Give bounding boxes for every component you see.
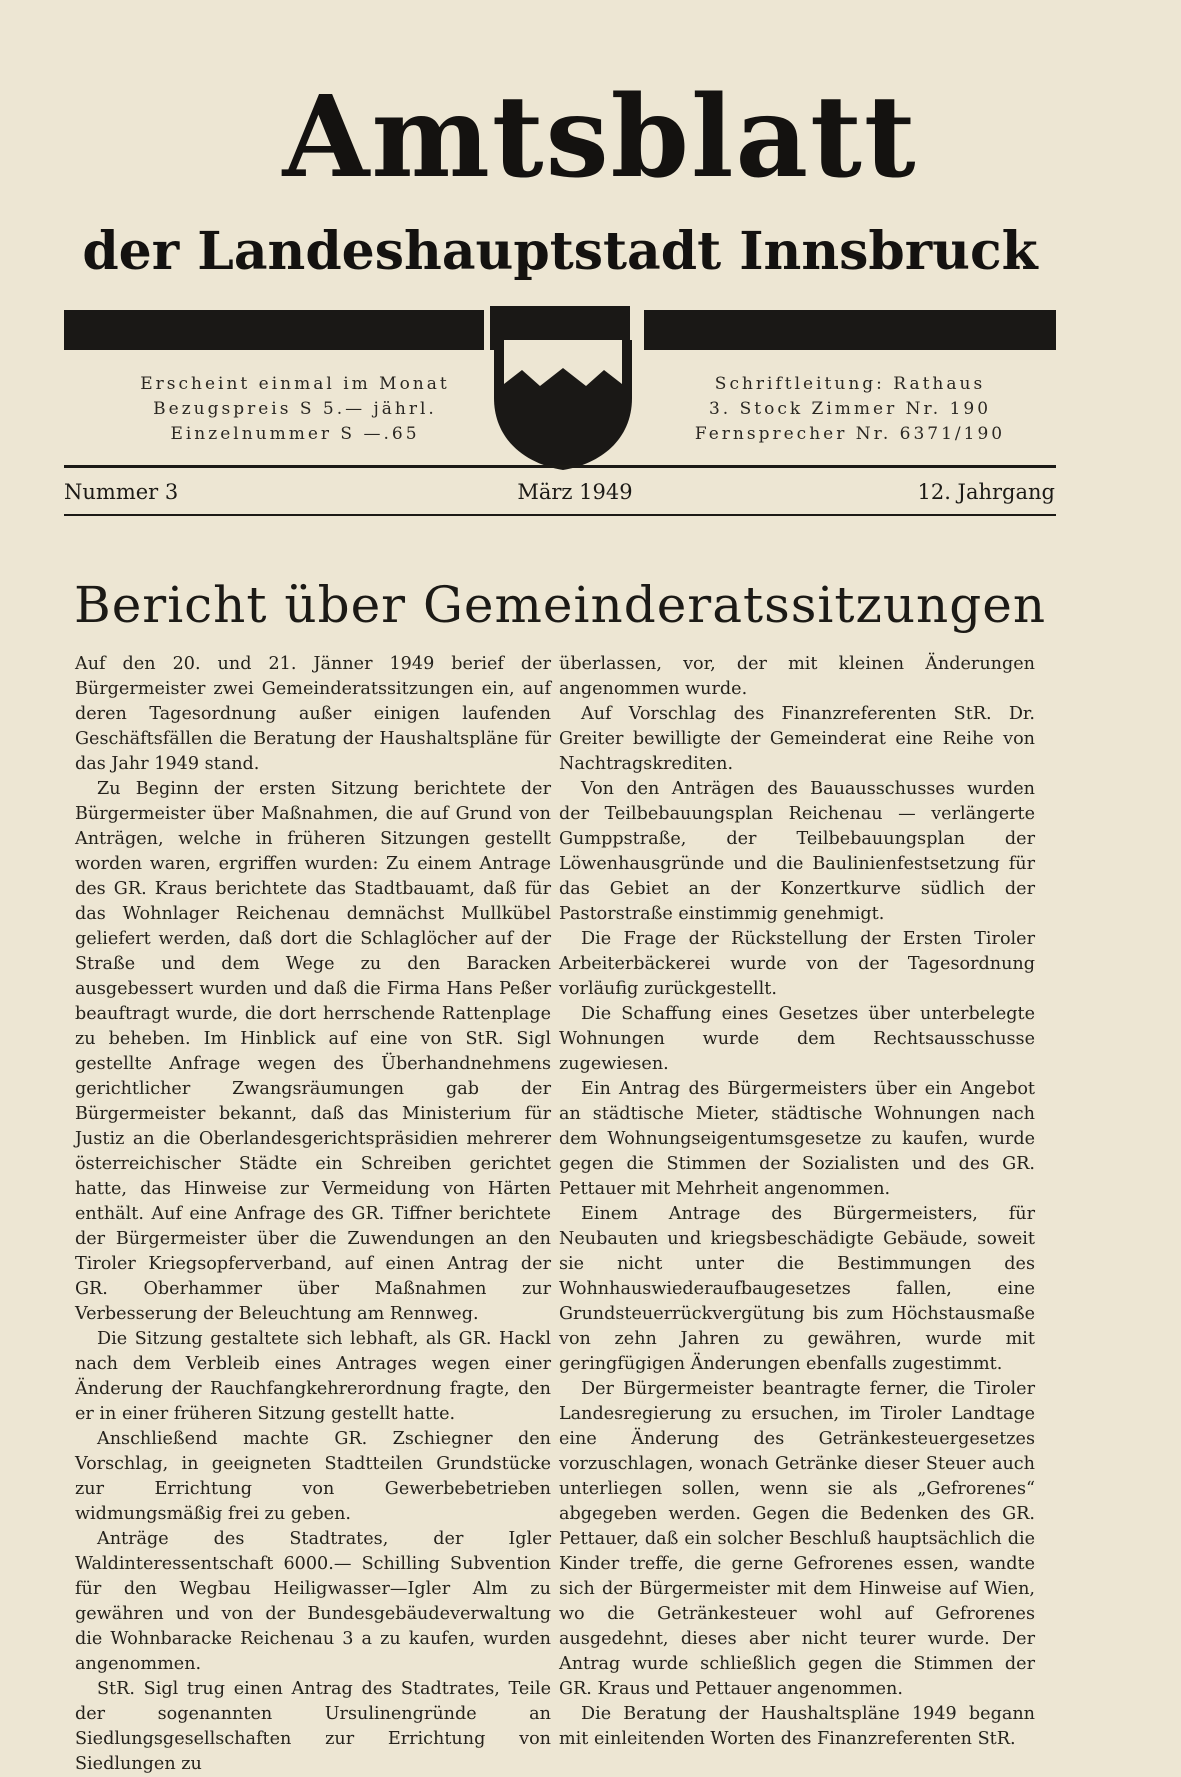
paragraph: Ein Antrag des Bürgermeisters über ein Angebot an städtische Mieter, städtische Wohnungen nach dem Wohnungseigentumsgesetze zu kaufen, wurde gegen die Stimmen der Sozialisten und des GR. Pettauer mit Mehrheit angenommen.: [559, 1079, 1035, 1199]
paragraph: überlassen, vor, der mit kleinen Änderungen angenommen wurde.: [559, 654, 1035, 699]
issue-volume: 12. Jahrgang: [917, 480, 1055, 504]
divider-bottom: [64, 514, 1056, 516]
subscription-info: [130, 372, 460, 447]
info-line: Erscheint einmal im Monat: [140, 374, 450, 394]
paragraph: StR. Sigl trug einen Antrag des Stadtrates, Teile der sogenannten Ursulinengründe an Siedlungsgesellschaften zur Errichtung von Siedlungen zu: [75, 1679, 551, 1774]
paragraph: Auf den 20. und 21. Jänner 1949 berief der Bürgermeister zwei Gemeinderatssitzungen ein, auf deren Tagesordnung außer einigen laufenden Geschäftsfällen die Beratung der Haushaltspläne für das Jahr 1949 stand.: [75, 654, 551, 774]
paragraph: Die Frage der Rückstellung der Ersten Tiroler Arbeiterbäckerei wurde von der Tagesordnung vorläufig zurückgestellt.: [559, 929, 1035, 999]
issue-date: März 1949: [517, 480, 633, 504]
masthead-subtitle: der Landeshauptstadt Innsbruck: [82, 221, 1038, 282]
paragraph: Einem Antrage des Bürgermeisters, für Neubauten und kriegsbeschädigte Gebäude, soweit sie nicht unter die Bestimmungen des Wohnhauswiederaufbaugesetzes fallen, eine Grundsteuerrückvergütung bis zum Höchstausmaße von zehn Jahren zu gewähren, wurde mit geringfügigen Änderungen ebenfalls zugestimmt.: [559, 1204, 1035, 1374]
paragraph: Zu Beginn der ersten Sitzung berichtete der Bürgermeister über Maßnahmen, die auf Grund von Anträgen, welche in früheren Sitzungen gestellt worden waren, ergriffen wurden: Zu einem Antrage des GR. Kraus berichtete das Stadtbauamt, daß für das Wohnlager Reichenau demnächst Mullkübel geliefert werden, daß dort die Schlaglöcher auf der Straße und dem Wege zu den Baracken ausgebessert wurden und daß die Firma Hans Peßer beauftragt wurde, die dort herrschende Rattenplage zu beheben. Im Hinblick auf eine von StR. Sigl gestellte Anfrage wegen des Überhandnehmens gerichtlicher Zwangsräumungen gab der Bürgermeister bekannt, daß das Ministerium für Justiz an die Oberlandesgerichtspräsidien mehrerer österreichischer Städte ein Schreiben gerichtet hatte, das Hinweise zur Vermeidung von Härten enthält. Auf eine Anfrage des GR. Tiffner berichtete der Bürgermeister über die Zuwendungen an den Tiroler Kriegsopferverband, auf einen Antrag der GR. Oberhammer über Maßnahmen zur Verbesserung der Beleuchtung am Rennweg.: [75, 779, 551, 1324]
info-line: Schriftleitung: Rathaus: [714, 374, 986, 394]
article-column-right: [559, 652, 1035, 1752]
info-line: Fernsprecher Nr. 6371/190: [694, 424, 1006, 444]
paragraph: Der Bürgermeister beantragte ferner, die Tiroler Landesregierung zu ersuchen, im Tiroler Landtage eine Änderung des Getränkesteuergesetzes vorzuschlagen, wonach Getränke dieser Steuer auch unterliegen sollen, wenn sie als „Gefrorenes“ abgegeben werden. Gegen die Bedenken des GR. Pettauer, daß ein solcher Beschluß hauptsächlich die Kinder treffe, die gerne Gefrorenes essen, wandte sich der Bürgermeister mit dem Hinweise auf Wien, wo die Getränkesteuer wohl auf Gefrorenes ausgedehnt, dieses aber nicht teurer wurde. Der Antrag wurde schließlich gegen die Stimmen der GR. Kraus und Pettauer angenommen.: [559, 1379, 1035, 1699]
info-line: Bezugspreis S 5.— jährl.: [153, 399, 437, 419]
article-column-left: [75, 652, 551, 1777]
issue-number: Nummer 3: [64, 480, 179, 504]
masthead-bar-right: [644, 310, 1056, 350]
paragraph: Von den Anträgen des Bauausschusses wurden der Teilbebauungsplan Reichenau — verlängerte Gumppstraße, der Teilbebauungsplan der Löwenhausgründe und die Baulinienfestsetzung für das Gebiet an der Konzertkurve südlich der Pastorstraße einstimmig genehmigt.: [559, 779, 1035, 924]
paragraph: Die Sitzung gestaltete sich lebhaft, als GR. Hackl nach dem Verbleib eines Antrages wegen einer Änderung der Rauchfangkehrerordnung fragte, den er in einer früheren Sitzung gestellt hatte.: [75, 1329, 551, 1424]
paragraph: Auf Vorschlag des Finanzreferenten StR. Dr. Greiter bewilligte der Gemeinderat eine Reihe von Nachtragskrediten.: [559, 704, 1035, 774]
info-line: 3. Stock Zimmer Nr. 190: [708, 399, 992, 419]
masthead-bar-left: [64, 310, 484, 350]
coat-of-arms-icon: [490, 340, 636, 470]
masthead-title: Amtsblatt: [282, 72, 918, 203]
divider-top: [64, 465, 1056, 468]
paragraph: Anschließend machte GR. Zschiegner den Vorschlag, in geeigneten Stadtteilen Grundstücke zur Errichtung von Gewerbebetrieben widmungsmäßig frei zu geben.: [75, 1429, 551, 1524]
paragraph: Anträge des Stadtrates, der Igler Waldinteressentschaft 6000.— Schilling Subvention für den Wegbau Heiligwasser—Igler Alm zu gewähren und von der Bundesgebäudeverwaltung die Wohnbaracke Reichenau 3 a zu kaufen, wurden angenommen.: [75, 1529, 551, 1674]
info-line: Einzelnummer S —.65: [170, 424, 420, 444]
editorial-info: [680, 372, 1020, 447]
article-headline: Bericht über Gemeinderatssitzungen: [73, 576, 1047, 634]
paragraph: Die Schaffung eines Gesetzes über unterbelegte Wohnungen wurde dem Rechtsausschusse zugewiesen.: [559, 1004, 1035, 1074]
paragraph: Die Beratung der Haushaltspläne 1949 begann mit einleitenden Worten des Finanzreferenten StR.: [559, 1704, 1035, 1749]
